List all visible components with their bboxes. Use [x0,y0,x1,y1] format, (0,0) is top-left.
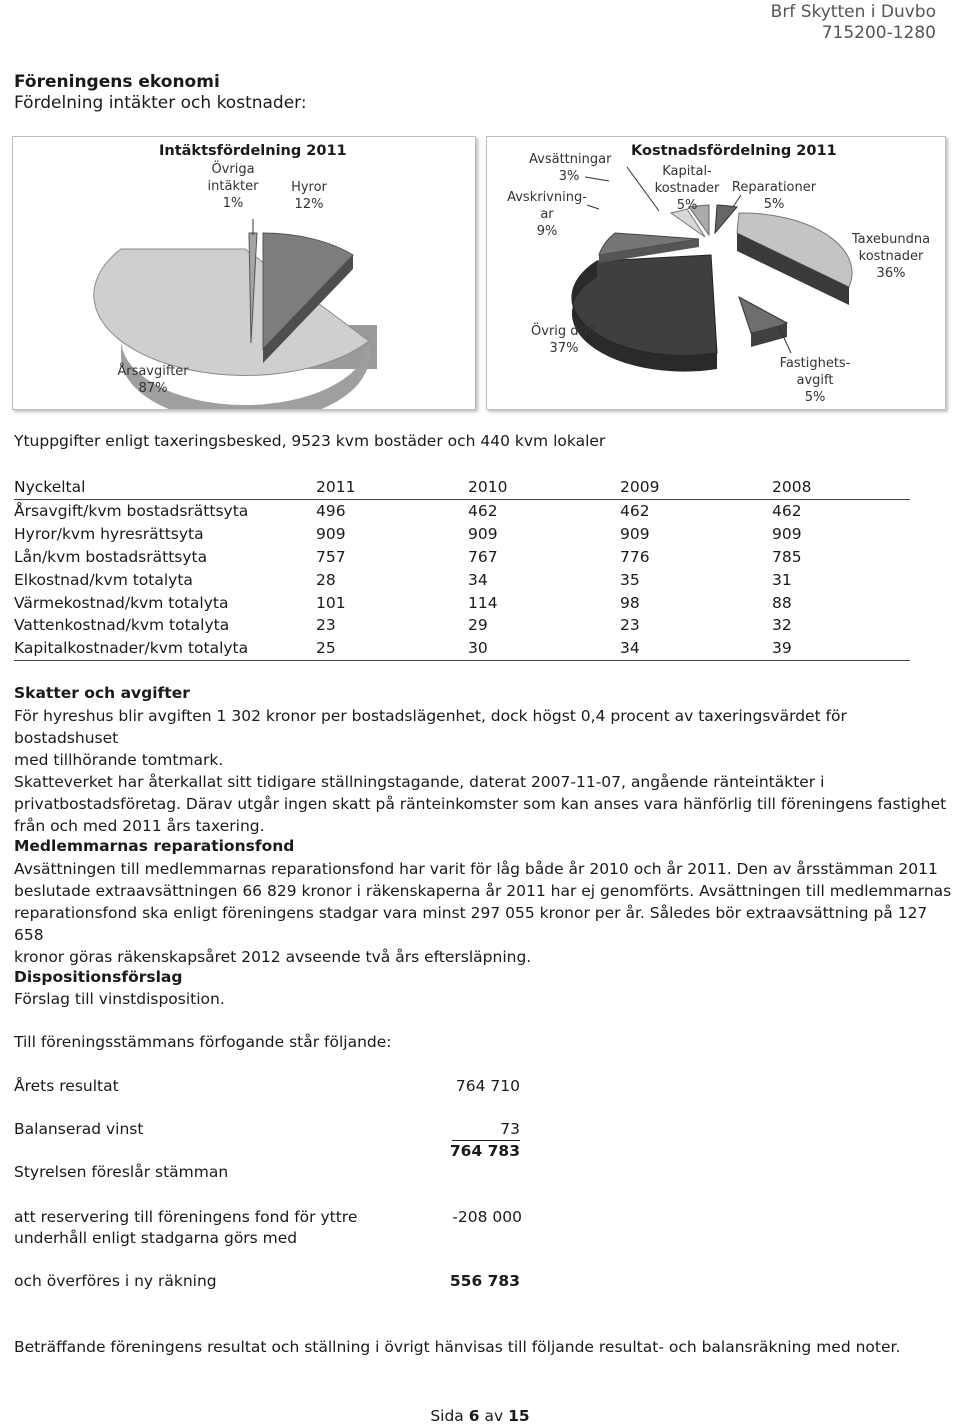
section-title: Föreningens ekonomi [14,72,220,92]
cell: 776 [620,547,650,566]
tax-note: Ytuppgifter enligt taxeringsbesked, 9523 kvm bostäder och 440 kvm lokaler [14,432,606,450]
fund-line: reparationsfond ska enligt föreningens stadgar vara minst 297 055 kronor per år. Således bör extraavsättning på 127 658 [14,904,928,944]
label-taxebundna-line2: kostnader [858,249,924,264]
table-row [14,499,910,522]
row-label: Årsavgift/kvm bostadsrättsyta [14,501,249,520]
cell: 909 [316,524,346,543]
label-hyror-line1: Hyror [291,180,327,195]
label-fastighet-line1: Fastighets- [779,356,851,371]
row-label: Elkostnad/kvm totalyta [14,570,193,589]
taxes-body [14,705,954,837]
sum-rule [452,1140,520,1141]
label-ovrig-drift [523,323,605,357]
column-header: 2010 [468,476,620,499]
row-label: Lån/kvm bostadsrättsyta [14,547,208,566]
taxes-heading: Skatter och avgifter [14,684,190,702]
taxes-line: från och med 2011 års taxering. [14,817,265,835]
label-taxebundna [847,231,935,282]
label-ovriga [201,161,265,212]
overfors-value: 556 783 [449,1272,520,1290]
sum-value: 764 783 [449,1142,520,1160]
label-fastighet [773,355,857,406]
label-reparationer-line1: Reparationer [731,180,817,195]
taxes-line: För hyreshus blir avgiften 1 302 kronor per bostadslägenhet, dock högst 0,4 procent av taxeringsvärdet för bostadshuset [14,707,847,747]
styrelsen-label: Styrelsen föreslår stämman [14,1163,229,1181]
fund-line: kronor göras räkenskapsåret 2012 avseende två års eftersläpning. [14,948,532,966]
disposition-heading: Dispositionsförslag [14,968,183,986]
cell: 30 [468,637,620,660]
income-chart-title: Intäktsfördelning 2011 [159,143,347,159]
closing-text: Beträffande föreningens resultat och ställning i övrigt hänvisas till följande resultat- och balansräkning med noter. [14,1338,901,1356]
label-hyror-value: 12% [294,197,324,212]
cell: 757 [316,547,346,566]
label-avskrivningar [505,189,589,240]
cost-chart-title: Kostnadsfördelning 2011 [631,143,837,159]
label-reparationer [729,179,819,213]
income-chart [12,136,476,410]
cell: 23 [316,616,336,635]
cell: 29 [468,616,488,635]
page-footer [0,1407,960,1425]
cell: 462 [772,501,802,520]
table-row [14,569,910,592]
disposition-intro: Till föreningsstämmans förfogande står följande: [14,1033,392,1051]
column-header: Nyckeltal [14,476,316,499]
reservering-label-1: att reservering till föreningens fond för yttre [14,1208,358,1226]
row-label: Vattenkostnad/kvm totalyta [14,616,230,635]
disposition-subtitle: Förslag till vinstdisposition. [14,990,225,1008]
label-taxebundna-line1: Taxebundna [851,232,931,247]
fund-heading: Medlemmarnas reparationsfond [14,837,295,855]
label-avsattningar [529,151,612,185]
label-taxebundna-value: 36% [876,266,906,281]
cell: 34 [468,570,488,589]
table-row [14,614,910,637]
cell: 496 [316,501,346,520]
table-row [14,592,910,615]
table-row [14,637,910,660]
fund-body [14,858,954,968]
reservering-label-2: underhåll enligt stadgarna görs med [14,1229,298,1247]
cell: 462 [468,501,498,520]
taxes-line: Skatteverket har återkallat sitt tidigare ställningstagande, daterat 2007-11-07, angående ränteintäkter i [14,773,825,791]
label-avskrivningar-value: 9% [536,224,558,239]
cell: 31 [772,570,792,589]
cell: 462 [620,501,650,520]
label-avskrivningar-line1: Avskrivning- [507,190,587,205]
label-arsavgifter-line1: Årsavgifter [117,364,189,379]
label-kapital-line1: Kapital- [662,164,712,179]
column-header: 2011 [316,476,468,499]
cell: 88 [772,593,792,612]
cost-chart [486,136,946,410]
cell: 98 [620,593,640,612]
label-avsattningar-value: 3% [558,169,580,184]
cell: 785 [772,547,802,566]
key-figures-table [14,476,910,661]
overfors-label: och överföres i ny räkning [14,1272,217,1290]
label-avskrivningar-line2: ar [540,207,554,222]
taxes-line: med tillhörande tomtmark. [14,751,224,769]
label-ovrig-drift-value: 37% [549,341,579,356]
column-header: 2008 [772,476,910,499]
cell: 909 [468,524,498,543]
column-header: 2009 [620,476,772,499]
cell: 101 [316,593,346,612]
row-label: Värmekostnad/kvm totalyta [14,593,229,612]
section-subtitle: Fördelning intäkter och kostnader: [14,93,307,113]
cell: 909 [772,524,802,543]
cell: 35 [620,570,640,589]
label-ovriga-value: 1% [222,196,244,211]
label-arsavgifter-value: 87% [138,381,168,396]
footer-total: 15 [508,1407,530,1425]
arets-resultat-value: 764 710 [455,1077,520,1095]
reservering-value: -208 000 [452,1208,522,1226]
label-fastighet-value: 5% [804,390,826,405]
table-row [14,546,910,569]
label-ovrig-drift-line1: Övrig drift [531,324,597,339]
row-label: Kapitalkostnader/kvm totalyta [14,637,316,660]
label-kapital-value: 5% [676,198,698,213]
fund-line: Avsättningen till medlemmarnas reparationsfond har varit för låg både år 2010 och år 2011. Den av årsstämman 2011 [14,860,938,878]
arets-resultat-label: Årets resultat [14,1077,119,1095]
header-org-number: 715200-1280 [821,23,936,43]
label-fastighet-line2: avgift [796,373,834,388]
label-ovriga-line2: intäkter [207,179,259,194]
label-ovriga-line1: Övriga [211,162,255,177]
cell: 909 [620,524,650,543]
cell: 34 [620,637,772,660]
label-kapital [651,163,723,214]
cell: 767 [468,547,498,566]
label-hyror [281,179,337,213]
cell: 23 [620,616,640,635]
cell: 32 [772,616,792,635]
cell: 25 [316,637,468,660]
footer-mid: av [484,1407,504,1425]
footer-page: 6 [468,1407,480,1425]
cell: 28 [316,570,336,589]
taxes-line: privatbostadsföretag. Därav utgår ingen skatt på ränteinkomster som kan anses vara hänförlig till föreningens fastighet [14,795,947,813]
fund-line: beslutade extraavsättningen 66 829 kronor i räkenskaperna år 2011 har ej genomförts. Avsättningen till medlemmarnas [14,882,952,900]
table-row [14,523,910,546]
label-kapital-line2: kostnader [654,181,720,196]
balanserad-label: Balanserad vinst [14,1120,144,1138]
label-avsattningar-line1: Avsättningar [529,152,612,167]
header-org-name: Brf Skytten i Duvbo [770,2,936,22]
table-header-row [14,476,910,499]
label-arsavgifter [111,363,195,397]
cell: 39 [772,637,910,660]
cell: 114 [468,593,498,612]
label-reparationer-value: 5% [763,197,785,212]
row-label: Hyror/kvm hyresrättsyta [14,524,204,543]
balanserad-value: 73 [500,1120,520,1138]
footer-prefix: Sida [430,1407,464,1425]
